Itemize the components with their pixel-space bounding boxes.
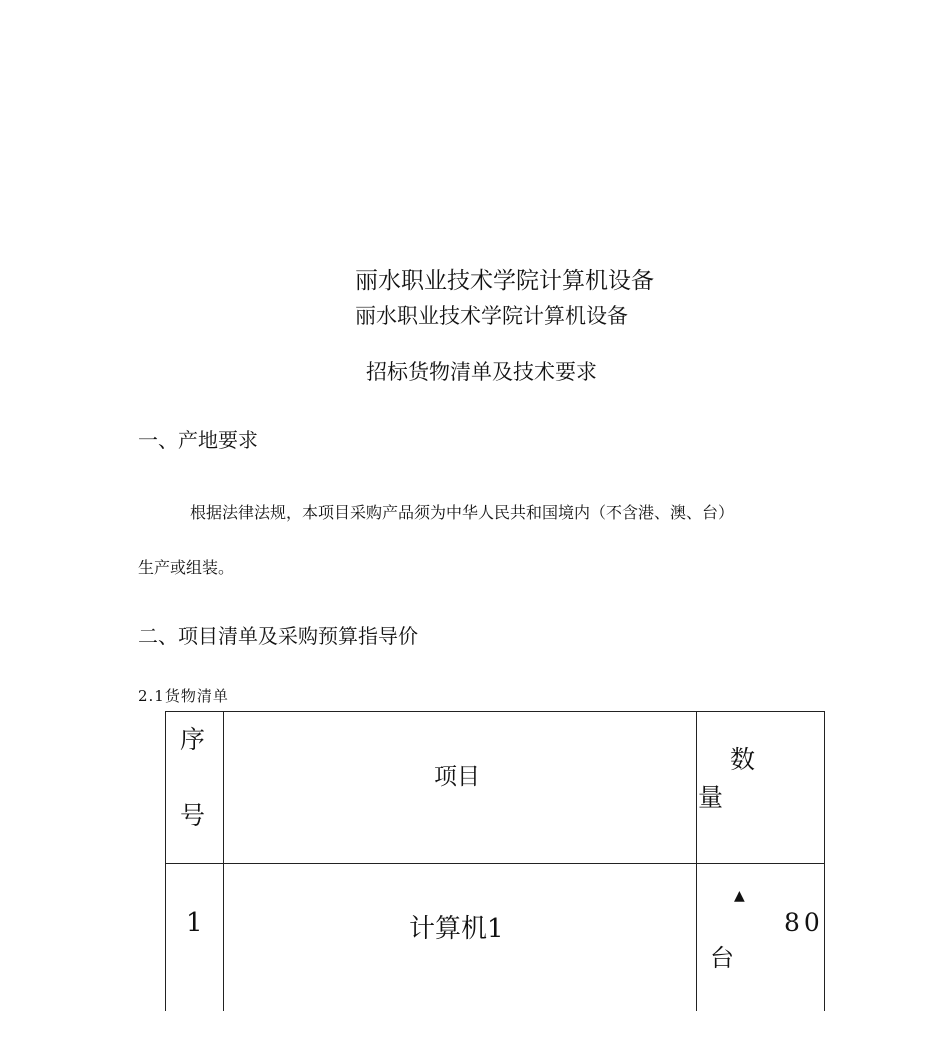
section-heading-budget: 二、项目清单及采购预算指导价: [138, 624, 418, 648]
document-title: 丽水职业技术学院计算机设备: [355, 268, 654, 294]
table-row-divider: [166, 863, 824, 864]
goods-list-title: 招标货物清单及技术要求: [366, 360, 597, 384]
header-qty-line-2: 量: [698, 783, 724, 812]
table-column-divider: [696, 712, 697, 1011]
goods-table: [165, 711, 825, 1011]
header-qty-line-1: 数: [730, 745, 756, 774]
document-subtitle: 丽水职业技术学院计算机设备: [355, 304, 628, 328]
header-item: 项目: [434, 764, 480, 790]
section-heading-origin: 一、产地要求: [138, 428, 258, 452]
header-seq-line-2: 号: [180, 801, 206, 830]
triangle-marker-icon: ▲: [734, 888, 745, 904]
row-qty: 80: [784, 908, 824, 937]
row-unit: 台: [710, 944, 734, 972]
table-column-divider: [223, 712, 224, 1011]
origin-paragraph-line-2: 生产或组装。: [138, 558, 235, 577]
row-item: 计算机1: [409, 914, 504, 944]
header-seq-line-1: 序: [180, 725, 206, 754]
row-seq: 1: [186, 908, 203, 938]
origin-paragraph-line-1: 根据法律法规，本项目采购产品须为中华人民共和国境内（不含港、澳、台）: [190, 503, 735, 522]
goods-list-subheading: 2.1货物清单: [138, 687, 229, 705]
